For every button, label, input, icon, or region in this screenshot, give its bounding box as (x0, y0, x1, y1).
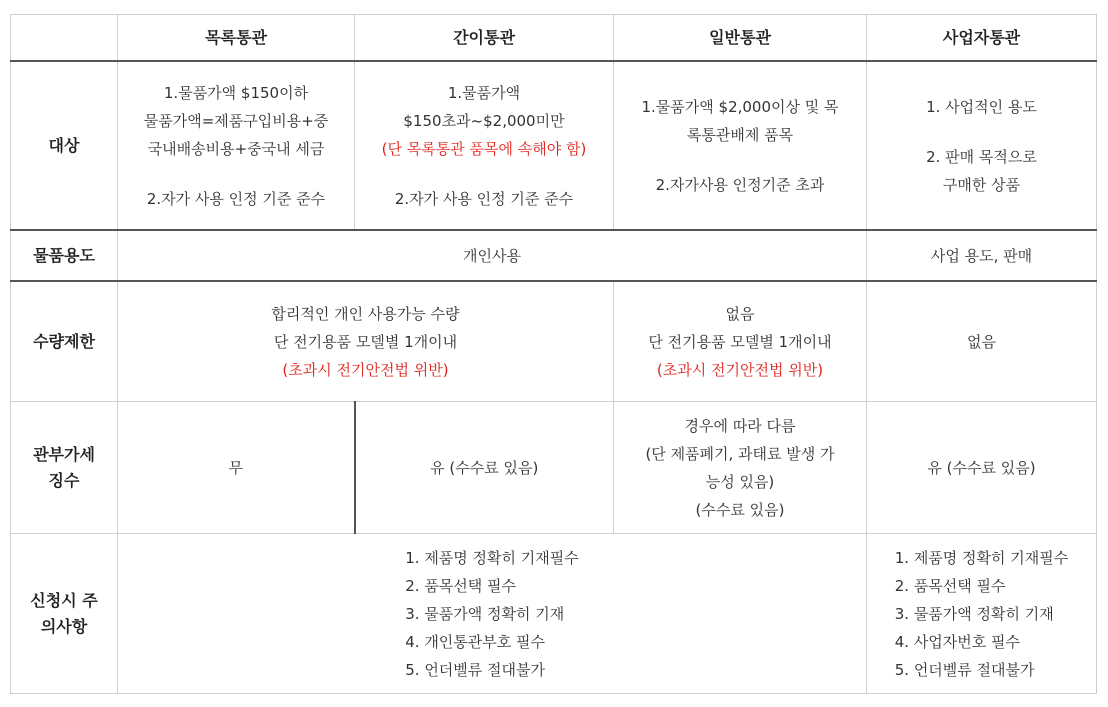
notes-business-list (895, 544, 1069, 684)
quantity-left-line2: 단 전기용품 모델별 1개이내 (273, 332, 458, 351)
target-col4-line2: 2. 판매 목적으로 (926, 147, 1037, 166)
notes-right-item: 3. 물품가액 정확히 기재 (894, 604, 1054, 623)
tax-col3-line3: 능성 있음) (705, 472, 775, 491)
notes-right-item: 5. 언더벨류 절대불가 (894, 660, 1035, 679)
header-corner (11, 15, 118, 62)
notes-left-item: 1. 제품명 정확히 기재필수 (405, 548, 579, 567)
target-col1-line1: 1.물품가액 $150이하 (163, 83, 309, 102)
tax-row (11, 402, 1097, 534)
notes-personal (118, 534, 867, 694)
target-col1-line4: 2.자가 사용 인정 기준 준수 (146, 189, 326, 208)
target-list-clearance (118, 61, 355, 230)
target-col1-line3: 국내배송비용+중국내 세금 (147, 139, 325, 158)
notes-row (11, 534, 1097, 694)
target-col2-line2: $150초과~$2,000미만 (403, 111, 565, 130)
target-col2-line3: 2.자가 사용 인정 기준 준수 (394, 189, 574, 208)
usage-row (11, 230, 1097, 281)
target-col2-line1: 1.물품가액 (447, 83, 521, 102)
row-label-tax-line1: 관부가세 (33, 444, 95, 464)
usage-business: 사업 용도, 판매 (867, 230, 1097, 281)
tax-general-clearance (614, 402, 867, 534)
tax-list-clearance: 무 (118, 402, 355, 534)
quantity-mid-line2: 단 전기용품 모델별 1개이내 (648, 332, 832, 351)
header-general-clearance: 일반통관 (614, 15, 867, 62)
row-label-tax (11, 402, 118, 534)
notes-right-item: 2. 품목선택 필수 (894, 576, 1006, 595)
target-col4-line1: 1. 사업적인 용도 (926, 97, 1037, 116)
target-business-clearance (867, 61, 1097, 230)
row-label-tax-line2: 징수 (48, 470, 80, 490)
tax-col3-line4: (수수료 있음) (695, 500, 785, 519)
row-label-notes-line1: 신청시 주 (30, 590, 98, 610)
target-col3-line3: 2.자가사용 인정기준 초과 (655, 175, 825, 194)
quantity-list-simple (118, 281, 614, 402)
notes-right-item: 4. 사업자번호 필수 (894, 632, 1021, 651)
notes-personal-list (405, 544, 579, 684)
target-col4-line3: 구매한 상품 (942, 175, 1021, 194)
quantity-left-warning: (초과시 전기안전법 위반) (282, 360, 449, 379)
header-row (11, 15, 1097, 62)
target-general-clearance (614, 61, 867, 230)
row-label-target: 대상 (11, 61, 118, 230)
usage-personal: 개인사용 (118, 230, 867, 281)
customs-comparison-table-wrapper (10, 14, 1096, 694)
row-label-notes-line2: 의사항 (40, 616, 88, 636)
header-list-clearance: 목록통관 (118, 15, 355, 62)
notes-business (867, 534, 1097, 694)
notes-left-item: 3. 물품가액 정확히 기재 (405, 604, 565, 623)
quantity-left-line1: 합리적인 개인 사용가능 수량 (271, 304, 460, 323)
target-col3-line2: 록통관배제 품목 (686, 125, 794, 144)
target-row (11, 61, 1097, 230)
target-col3-line1: 1.물품가액 $2,000이상 및 목 (641, 97, 839, 116)
tax-col3-line2: (단 제품폐기, 과태료 발생 가 (645, 444, 835, 463)
target-simple-clearance (355, 61, 614, 230)
row-label-notes (11, 534, 118, 694)
tax-business-clearance: 유 (수수료 있음) (867, 402, 1097, 534)
tax-simple-clearance: 유 (수수료 있음) (355, 402, 614, 534)
header-simple-clearance: 간이통관 (355, 15, 614, 62)
header-business-clearance: 사업자통관 (867, 15, 1097, 62)
quantity-mid-line1: 없음 (725, 304, 755, 323)
quantity-mid-warning: (초과시 전기안전법 위반) (656, 360, 824, 379)
notes-left-item: 5. 언더벨류 절대불가 (405, 660, 546, 679)
row-label-quantity: 수량제한 (11, 281, 118, 402)
target-col2-warning: (단 목록통관 품목에 속해야 함) (381, 139, 587, 158)
notes-right-item: 1. 제품명 정확히 기재필수 (894, 548, 1069, 567)
tax-col3-line1: 경우에 따라 다름 (684, 416, 796, 435)
notes-left-item: 2. 품목선택 필수 (405, 576, 517, 595)
quantity-general (614, 281, 867, 402)
target-col1-line2: 물품가액=제품구입비용+중 (143, 111, 329, 130)
quantity-business: 없음 (867, 281, 1097, 402)
row-label-usage: 물품용도 (11, 230, 118, 281)
quantity-row (11, 281, 1097, 402)
notes-left-item: 4. 개인통관부호 필수 (405, 632, 546, 651)
customs-comparison-table (10, 14, 1097, 694)
